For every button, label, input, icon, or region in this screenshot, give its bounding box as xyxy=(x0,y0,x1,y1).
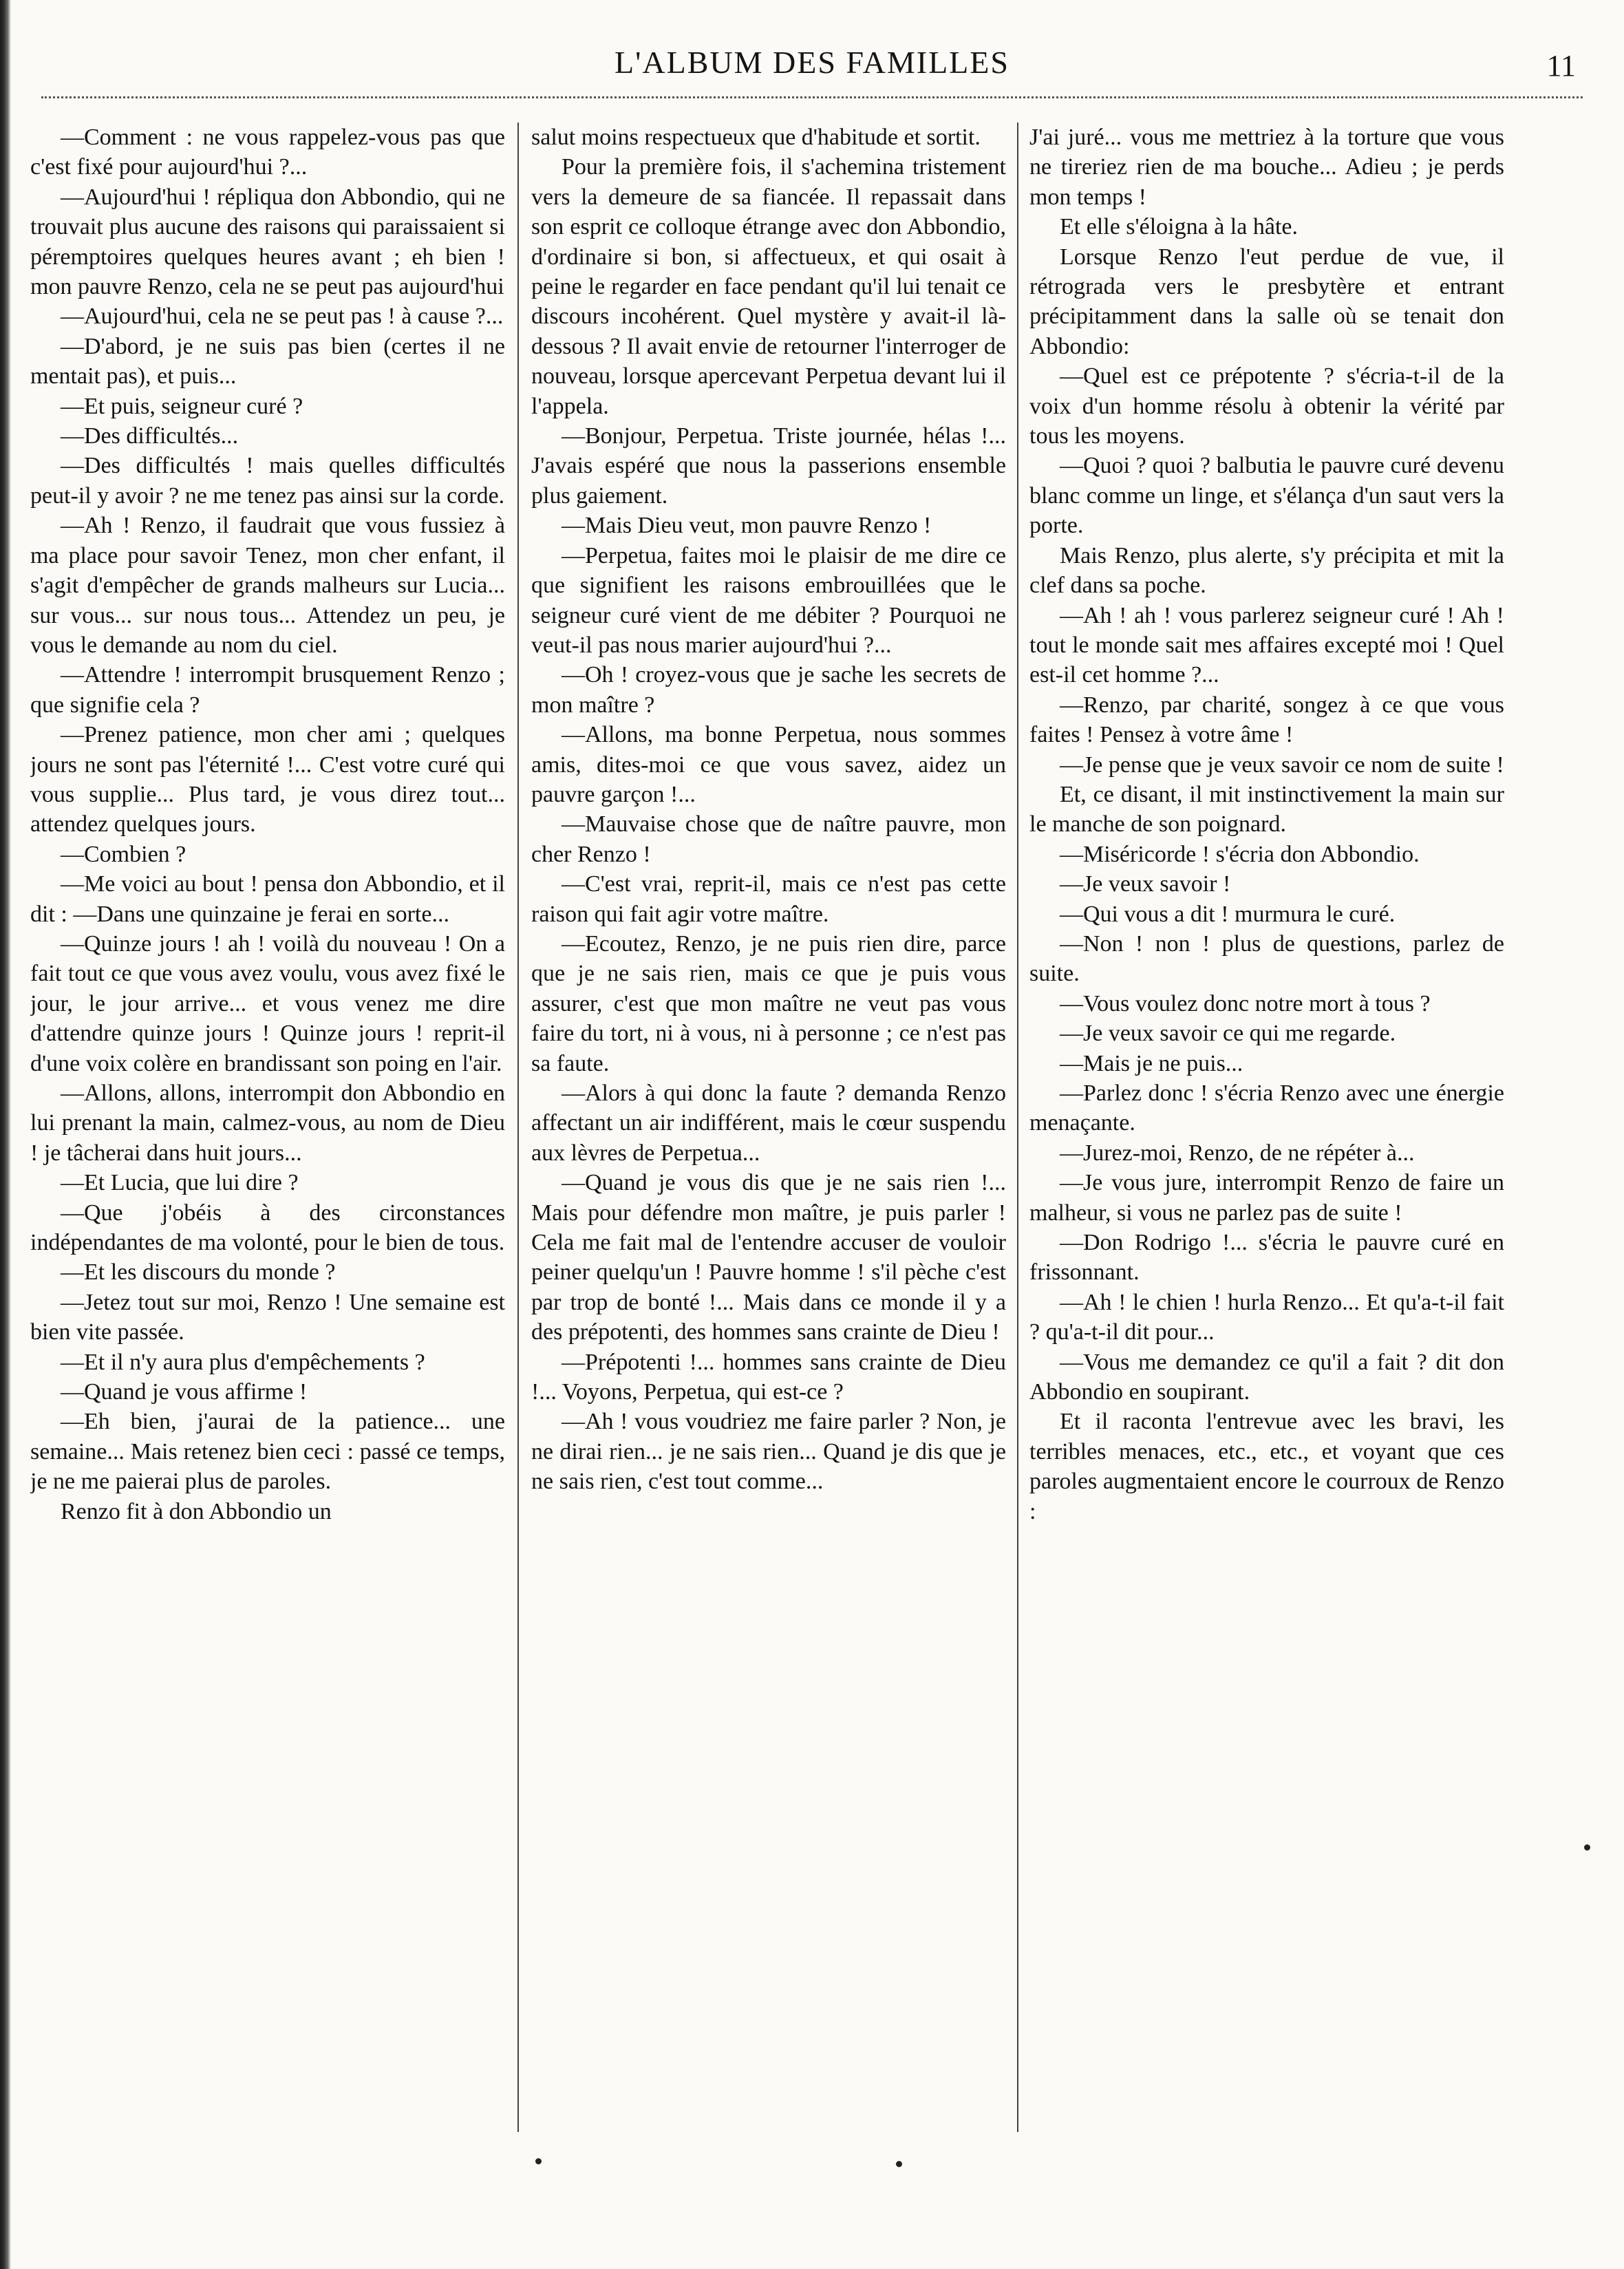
paragraph: —Comment : ne vous rappelez-vous pas que c'est fixé pour aujourd'hui ?... xyxy=(30,125,505,180)
paragraph: Pour la première fois, il s'achemina tristement vers la demeure de sa fiancée. Il repassait dans son esprit ce colloque étrange avec don Abbondio, d'ordinaire si bon, si affectueux, et qui osait à peine le regarder en face pendant qu'il lui tenait ce discours incohérent. Quel mystère y avait-il là-dessous ? Il avait envie de retourner l'interroger de nouveau, lorsque apercevant Perpetua devant lui il l'appela. xyxy=(531,154,1006,419)
text-column-1 xyxy=(30,122,505,2153)
paragraph: —Quoi ? quoi ? balbutia le pauvre curé devenu blanc comme un linge, et s'élança d'un saut vers la porte. xyxy=(1029,453,1504,539)
paragraph: —Prenez patience, mon cher ami ; quelques jours ne sont pas l'éternité !... C'est votre curé qui vous supplie... Plus tard, je vous direz tout... attendez quelques jours. xyxy=(30,722,505,838)
paragraph: —Mais Dieu veut, mon pauvre Renzo ! xyxy=(562,513,932,539)
paragraph: —Ecoutez, Renzo, je ne puis rien dire, parce que je ne sais rien, mais ce que je puis vous assurer, c'est que mon maître ne veut pas vous faire du tort, ni à vous, ni à personne ; ce n'est pas sa faute. xyxy=(531,930,1006,1076)
paragraph: —Vous voulez donc notre mort à tous ? xyxy=(1060,990,1431,1016)
paragraph: Lorsque Renzo l'eut perdue de vue, il rétrograda vers le presbytère et entrant précipitamment dans la salle où se tenait don Abbondio: xyxy=(1029,244,1504,359)
paragraph: —Non ! non ! plus de questions, parlez de suite. xyxy=(1029,930,1504,987)
paragraph: —Parlez donc ! s'écria Renzo avec une énergie menaçante. xyxy=(1029,1080,1504,1136)
paragraph: —Quand je vous dis que je ne sais rien !... Mais pour défendre mon maître, je puis parler ! Cela me fait mal de l'entendre accuser de vouloir peiner quelqu'un ! Pauvre homme ! s'il pèche c'est par trop de bonté !... Mais dans ce monde il y a des prépotenti, des hommes sans crainte de Dieu ! xyxy=(531,1170,1006,1345)
paragraph: —Quel est ce prépotente ? s'écria-t-il de la voix d'un homme résolu à obtenir la vérité par tous les moyens. xyxy=(1029,363,1504,449)
paragraph: —Je vous jure, interrompit Renzo de faire un malheur, si vous ne parlez pas de suite ! xyxy=(1029,1170,1504,1226)
paragraph: —Aujourd'hui ! répliqua don Abbondio, qui ne trouvait plus aucune des raisons qui paraissaient si péremptoires quelques heures avant ; eh bien ! mon pauvre Renzo, cela ne se peut pas aujourd'hui xyxy=(30,184,505,300)
page-number: 11 xyxy=(1546,49,1576,83)
paragraph: —Je pense que je veux savoir ce nom de suite ! xyxy=(1060,752,1504,778)
paragraph: —Vous me demandez ce qu'il a fait ? dit don Abbondio en soupirant. xyxy=(1029,1349,1504,1405)
paragraph: —Ah ! Renzo, il faudrait que vous fussiez à ma place pour savoir Tenez, mon cher enfant, il s'agit d'empêcher de grands malheurs sur Lucia... sur vous... sur nous tous... Attendez un peu, je vous le demande au nom du ciel. xyxy=(30,513,505,658)
paragraph: —Bonjour, Perpetua. Triste journée, hélas !... J'avais espéré que nous la passerions ensemble plus gaiement. xyxy=(531,423,1006,509)
paragraph: —Des difficultés ! mais quelles difficultés peut-il y avoir ? ne me tenez pas ainsi sur la corde. xyxy=(30,453,505,509)
paragraph: —Et Lucia, que lui dire ? xyxy=(61,1170,299,1196)
paragraph: —Me voici au bout ! pensa don Abbondio, et il dit : —Dans une quinzaine je ferai en sorte... xyxy=(30,871,505,927)
paragraph: —Ah ! vous voudriez me faire parler ? Non, je ne dirai rien... je ne sais rien... Quand je dis que je ne sais rien, c'est tout comme... xyxy=(531,1409,1006,1495)
paragraph: —Combien ? xyxy=(61,841,186,867)
paragraph: Et, ce disant, il mit instinctivement la main sur le manche de son poignard. xyxy=(1029,781,1504,838)
paragraph: —Renzo, par charité, songez à ce que vous faites ! Pensez à votre âme ! xyxy=(1029,692,1504,748)
paragraph: —Mais je ne puis... xyxy=(1060,1050,1243,1076)
print-speck xyxy=(1584,1844,1590,1851)
header-divider xyxy=(41,96,1583,98)
paragraph: —Jurez-moi, Renzo, de ne répéter à... xyxy=(1060,1140,1415,1166)
paragraph: Et elle s'éloigna à la hâte. xyxy=(1060,214,1298,240)
paragraph: —Qui vous a dit ! murmura le curé. xyxy=(1060,901,1396,927)
column-divider xyxy=(1017,122,1018,2132)
paragraph: —Et les discours du monde ? xyxy=(61,1259,336,1286)
column-divider xyxy=(517,122,519,2132)
paragraph: —Je veux savoir ce qui me regarde. xyxy=(1060,1021,1396,1047)
publication-title: L'ALBUM DES FAMILLES xyxy=(615,45,1009,80)
paragraph: —Allons, allons, interrompit don Abbondio en lui prenant la main, calmez-vous, au nom de Dieu ! je tâcherai dans huit jours... xyxy=(30,1080,505,1166)
paragraph: —Que j'obéis à des circonstances indépendantes de ma volonté, pour le bien de tous. xyxy=(30,1200,505,1256)
print-speck xyxy=(896,2161,902,2167)
paragraph: J'ai juré... vous me mettriez à la torture que vous ne tireriez rien de ma bouche... Adieu ; je perds mon temps ! xyxy=(1029,125,1504,210)
paragraph: Mais Renzo, plus alerte, s'y précipita et mit la clef dans sa poche. xyxy=(1029,542,1504,599)
paragraph: —Aujourd'hui, cela ne se peut pas ! à cause ?... xyxy=(61,303,504,330)
paragraph: —Perpetua, faites moi le plaisir de me dire ce que signifient les raisons embrouillées que le seigneur curé vient de me débiter ? Pourquoi ne veut-il pas nous marier aujourd'hui ?... xyxy=(531,542,1006,658)
paragraph: —Alors à qui donc la faute ? demanda Renzo affectant un air indifférent, mais le cœur suspendu aux lèvres de Perpetua... xyxy=(531,1080,1006,1166)
paragraph: —Attendre ! interrompit brusquement Renzo ; que signifie cela ? xyxy=(30,662,505,718)
paragraph: —Mauvaise chose que de naître pauvre, mon cher Renzo ! xyxy=(531,811,1006,867)
paragraph: —Des difficultés... xyxy=(61,423,239,449)
paragraph: —Don Rodrigo !... s'écria le pauvre curé en frissonnant. xyxy=(1029,1230,1504,1286)
paragraph: —Allons, ma bonne Perpetua, nous sommes amis, dites-moi ce que vous savez, aidez un pauvre garçon !... xyxy=(531,722,1006,807)
article-body xyxy=(0,122,1624,2153)
paragraph: —Quand je vous affirme ! xyxy=(61,1379,308,1405)
paragraph: Renzo fit à don Abbondio un xyxy=(61,1498,332,1524)
paragraph: —Et il n'y aura plus d'empêchements ? xyxy=(61,1349,425,1375)
paragraph: —Je veux savoir ! xyxy=(1060,871,1231,897)
page-header xyxy=(28,36,1596,91)
paragraph: —Prépotenti !... hommes sans crainte de Dieu !... Voyons, Perpetua, qui est-ce ? xyxy=(531,1349,1006,1405)
paragraph: —C'est vrai, reprit-il, mais ce n'est pas cette raison qui fait agir votre maître. xyxy=(531,871,1006,927)
print-speck xyxy=(535,2158,542,2164)
paragraph: —Et puis, seigneur curé ? xyxy=(61,393,303,419)
paragraph: —Ah ! le chien ! hurla Renzo... Et qu'a-t-il fait ? qu'a-t-il dit pour... xyxy=(1029,1289,1504,1345)
text-column-2 xyxy=(531,122,1006,2153)
paragraph: —Ah ! ah ! vous parlerez seigneur curé ! Ah ! tout le monde sait mes affaires excepté moi ! Quel est-il cet homme ?... xyxy=(1029,602,1504,688)
paragraph: —Miséricorde ! s'écria don Abbondio. xyxy=(1060,841,1420,867)
paragraph: —D'abord, je ne suis pas bien (certes il ne mentait pas), et puis... xyxy=(30,333,505,390)
paragraph: —Oh ! croyez-vous que je sache les secrets de mon maître ? xyxy=(531,662,1006,718)
paragraph: salut moins respectueux que d'habitude et sortit. xyxy=(531,125,981,150)
text-column-3 xyxy=(1029,122,1504,2153)
paragraph: Et il raconta l'entrevue avec les bravi, les terribles menaces, etc., etc., et voyant que ces paroles augmentaient encore le courroux de Renzo : xyxy=(1029,1409,1504,1524)
paragraph: —Quinze jours ! ah ! voilà du nouveau ! On a fait tout ce que vous avez voulu, vous avez fixé le jour, le jour arrive... et vous venez me dire d'attendre quinze jours ! Quinze jours ! reprit-il d'une voix colère en brandissant son poing en l'air. xyxy=(30,930,505,1076)
paragraph: —Jetez tout sur moi, Renzo ! Une semaine est bien vite passée. xyxy=(30,1289,505,1345)
paragraph: —Eh bien, j'aurai de la patience... une semaine... Mais retenez bien ceci : passé ce temps, je ne me paierai plus de paroles. xyxy=(30,1409,505,1495)
